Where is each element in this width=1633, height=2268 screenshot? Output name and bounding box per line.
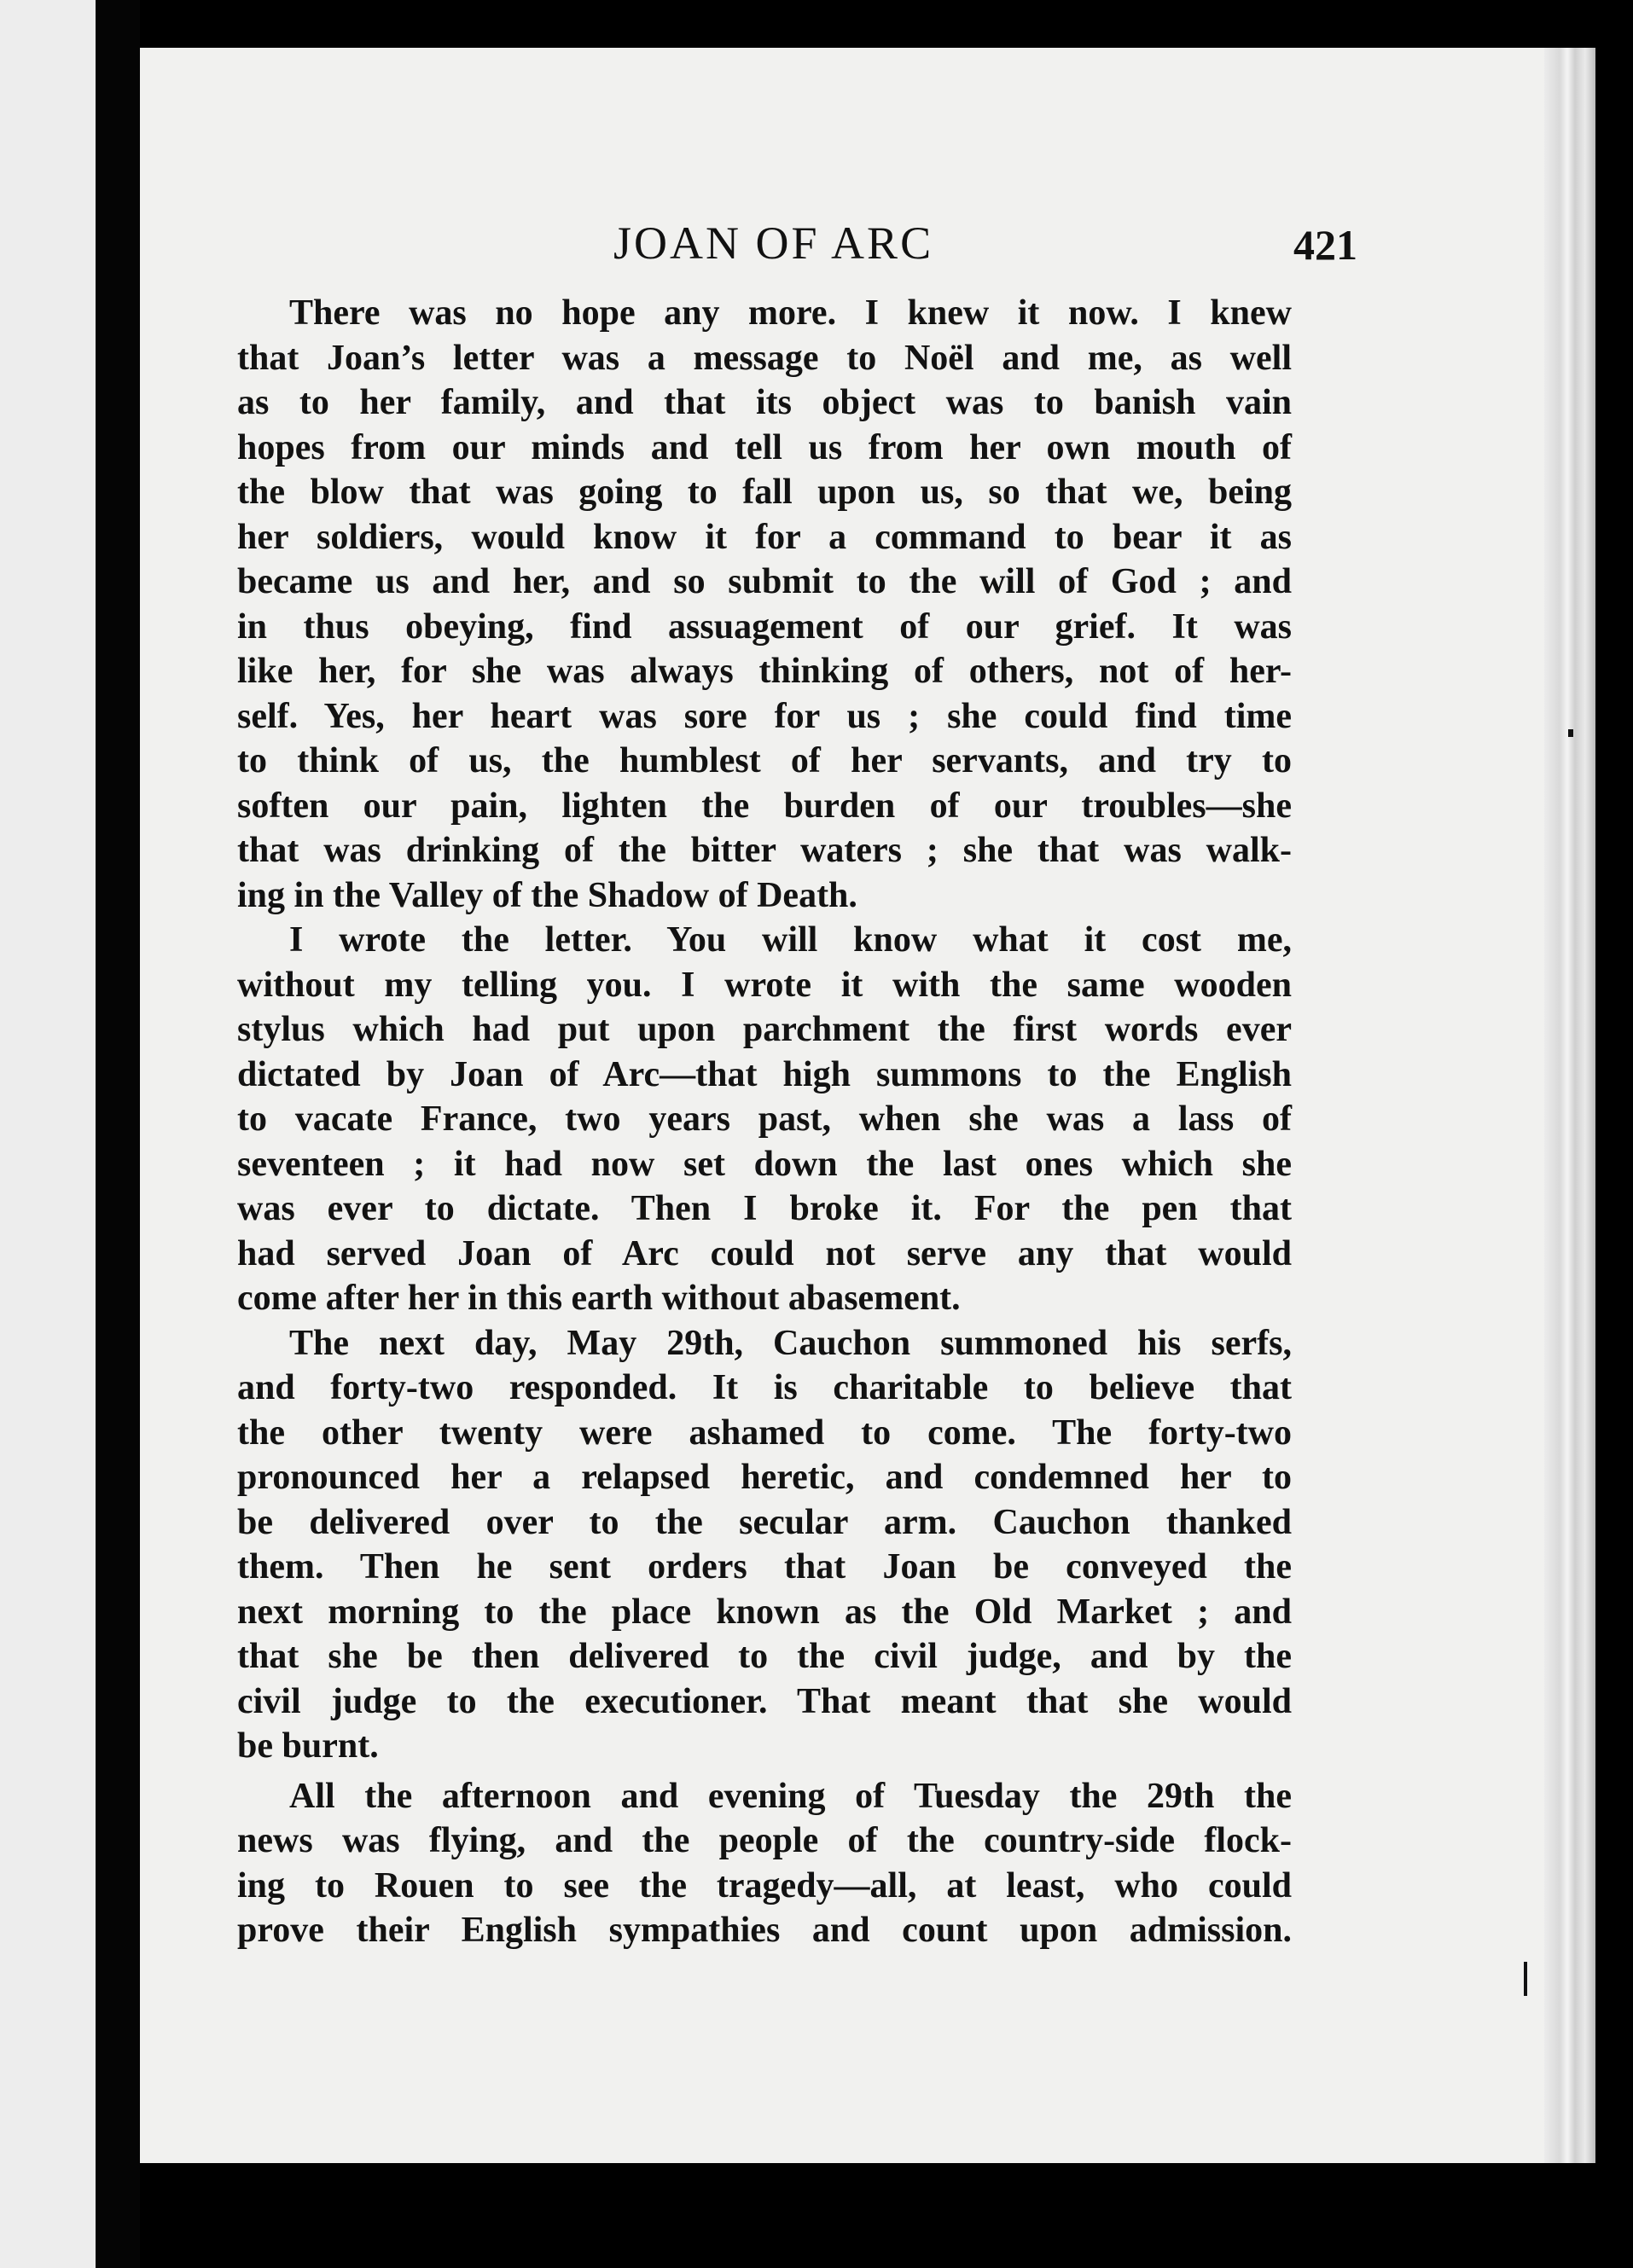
- text-line: and forty-two responded. It is charitable to believe that: [237, 1368, 1292, 1407]
- running-head: [140, 217, 1589, 285]
- text-line: became us and her, and so submit to the will of God ; and: [237, 562, 1292, 601]
- page-number: 421: [1293, 221, 1357, 269]
- text-line: be delivered over to the secular arm. Cauchon thanked: [237, 1502, 1292, 1542]
- paragraph: [237, 1321, 1292, 1769]
- text-line: ing to Rouen to see the tragedy—all, at least, who could: [237, 1865, 1292, 1905]
- text-line: the blow that was going to fall upon us, so that we, being: [237, 473, 1292, 512]
- text-line: as to her family, and that its object was to banish vain: [237, 383, 1292, 422]
- body-text: [237, 291, 1292, 1953]
- text-line: ing in the Valley of the Shadow of Death.: [237, 875, 857, 915]
- page-right-edge: [1544, 48, 1595, 2163]
- running-head-title: JOAN OF ARC: [613, 218, 934, 269]
- paragraph: [237, 1774, 1292, 1953]
- text-line: like her, for she was always thinking of others, not of her-: [237, 652, 1292, 691]
- text-line: pronounced her a relapsed heretic, and condemned her to: [237, 1458, 1292, 1497]
- text-line: was ever to dictate. Then I broke it. For the pen that: [237, 1189, 1292, 1228]
- text-line: stylus which had put upon parchment the first words ever: [237, 1010, 1292, 1049]
- facing-page-edge: [0, 0, 96, 2268]
- text-line: seventeen ; it had now set down the last ones which she: [237, 1144, 1292, 1184]
- gutter-shadow: [96, 0, 140, 2268]
- text-line: I wrote the letter. You will know what it cost me,: [289, 920, 1292, 960]
- text-line: to vacate France, two years past, when she was a lass of: [237, 1099, 1292, 1139]
- text-line: self. Yes, her heart was sore for us ; she could find time: [237, 696, 1292, 736]
- text-line: that Joan’s letter was a message to Noël and me, as well: [237, 338, 1292, 378]
- text-line: The next day, May 29th, Cauchon summoned his serfs,: [289, 1323, 1292, 1363]
- text-line: without my telling you. I wrote it with the same wooden: [237, 965, 1292, 1005]
- text-line: civil judge to the executioner. That meant that she would: [237, 1681, 1292, 1721]
- edge-speck: [1524, 1962, 1527, 1996]
- text-line: There was no hope any more. I knew it now. I knew: [289, 293, 1292, 333]
- text-line: to think of us, the humblest of her servants, and try to: [237, 741, 1292, 780]
- text-line: come after her in this earth without abasement.: [237, 1279, 961, 1318]
- text-line: dictated by Joan of Arc—that high summons to the English: [237, 1054, 1292, 1094]
- text-line: news was flying, and the people of the country-side flock-: [237, 1821, 1292, 1860]
- paragraph: [237, 918, 1292, 1321]
- text-line: be burnt.: [237, 1726, 379, 1766]
- paragraph: [237, 291, 1292, 918]
- text-line: the other twenty were ashamed to come. The forty-two: [237, 1412, 1292, 1453]
- text-line: prove their English sympathies and count upon admission.: [237, 1911, 1292, 1950]
- text-line: hopes from our minds and tell us from her own mouth of: [237, 427, 1292, 467]
- edge-speck: [1568, 729, 1573, 737]
- text-line: them. Then he sent orders that Joan be conveyed the: [237, 1547, 1292, 1586]
- text-line: All the afternoon and evening of Tuesday the 29th the: [289, 1776, 1292, 1816]
- text-line: soften our pain, lighten the burden of our troubles—she: [237, 786, 1292, 826]
- book-page: [140, 48, 1589, 2163]
- text-line: next morning to the place known as the Old Market ; and: [237, 1592, 1292, 1632]
- text-line: that she be then delivered to the civil judge, and by the: [237, 1637, 1292, 1676]
- text-line: had served Joan of Arc could not serve any that would: [237, 1233, 1292, 1273]
- text-line: in thus obeying, find assuagement of our grief. It was: [237, 606, 1292, 647]
- text-line: her soldiers, would know it for a command to bear it as: [237, 517, 1292, 557]
- text-line: that was drinking of the bitter waters ; she that was walk-: [237, 831, 1292, 870]
